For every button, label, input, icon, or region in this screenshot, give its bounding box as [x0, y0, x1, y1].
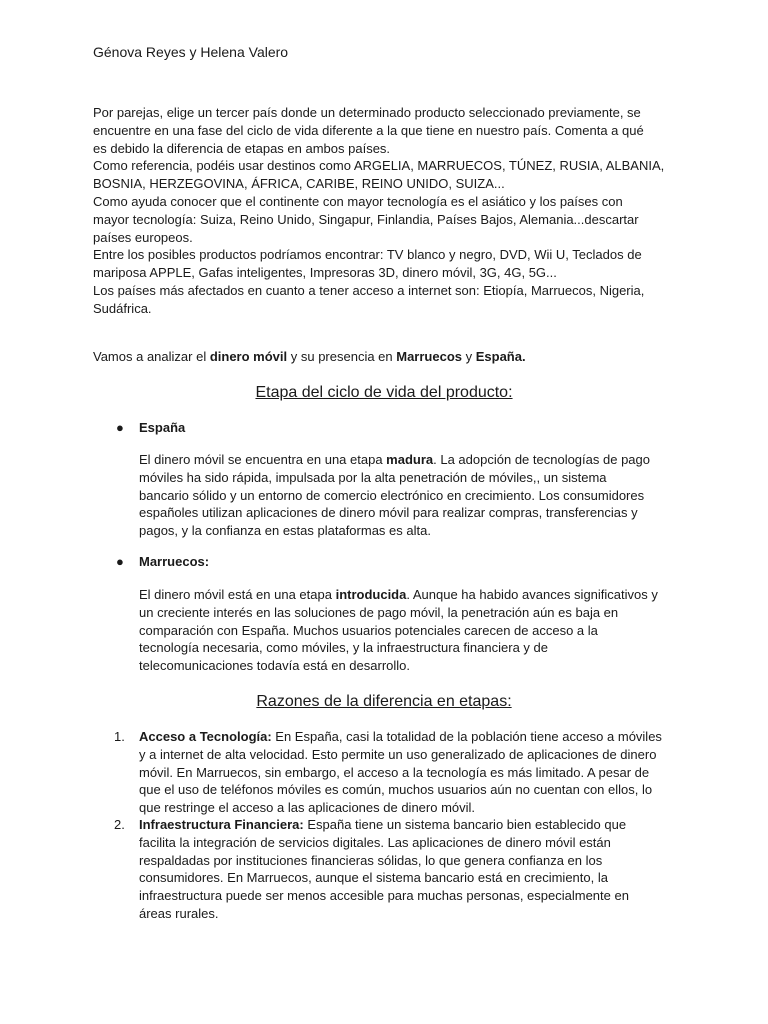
espana-paragraph [139, 451, 679, 540]
section-heading-reasons: Razones de la diferencia en etapas: [256, 693, 512, 710]
analysis-statement [93, 348, 526, 366]
paragraph-line: telecomunicaciones todavía está en desarrollo. [139, 658, 410, 674]
marruecos-paragraph [139, 586, 679, 675]
intro-line: Sudáfrica. [93, 300, 152, 316]
paragraph-line: que restringe el acceso a las aplicaciones de dinero móvil. [139, 800, 476, 816]
bullet-icon: ● [116, 420, 124, 435]
stage-introducida: introducida [335, 587, 407, 602]
text-span: En España, casi la totalidad de la población tiene acceso a móviles [271, 729, 662, 744]
paragraph-line: tecnología necesaria, como móviles, y la infraestructura financiera y de [139, 640, 548, 656]
analysis-country-2: España. [475, 349, 526, 364]
intro-line: es debido la diferencia de etapas en ambos países. [93, 140, 391, 156]
analysis-middle: y su presencia en [287, 349, 397, 364]
paragraph-line: que el uso de teléfonos móviles es común, muchos usuarios aún no cuentan con ellos, lo [139, 782, 653, 798]
paragraph-line: infraestructura puede ser menos accesible para muchas personas, especialmente en [139, 888, 629, 904]
paragraph-line [139, 451, 679, 469]
bullet-icon: ● [116, 554, 124, 569]
analysis-conj: y [462, 349, 476, 364]
text-span: España tiene un sistema bancario bien establecido que [303, 817, 627, 832]
paragraph-line: áreas rurales. [139, 905, 219, 921]
bullet-label-marruecos: Marruecos: [139, 554, 210, 569]
paragraph-line: y a internet de alta velocidad. Esto permite un uso generalizado de aplicaciones de dinero [139, 746, 657, 762]
reason-financial-infrastructure [139, 816, 679, 923]
section-heading-lifecycle: Etapa del ciclo de vida del producto: [255, 384, 513, 401]
reason-title: Acceso a Tecnología: [139, 729, 272, 744]
intro-line: Como ayuda conocer que el continente con mayor tecnología es el asiático y los países con [93, 193, 623, 209]
paragraph-line: pagos, y la confianza en estas plataformas es alta. [139, 523, 431, 539]
analysis-country-1: Marruecos [396, 349, 462, 364]
intro-line: mayor tecnología: Suiza, Reino Unido, Singapur, Finlandia, Países Bajos, Alemania...descartar [93, 211, 639, 227]
analysis-product: dinero móvil [209, 349, 288, 364]
paragraph-line [139, 728, 679, 746]
paragraph-line [139, 586, 679, 604]
paragraph-line: bancario sólido y un entorno de comercio electrónico en crecimiento. Los consumidores [139, 487, 645, 503]
text-span: El dinero móvil está en una etapa [139, 587, 336, 602]
bullet-label-espana: España [139, 420, 186, 435]
paragraph-line: españoles utilizan aplicaciones de dinero móvil para realizar compras, transferencias y [139, 505, 638, 521]
intro-line: Por parejas, elige un tercer país donde un determinado producto seleccionado previamente, se [93, 105, 641, 120]
reason-title: Infraestructura Financiera: [139, 817, 304, 832]
intro-line: Entre los posibles productos podríamos encontrar: TV blanco y negro, DVD, Wii U, Teclados de [93, 247, 642, 263]
text-span: El dinero móvil se encuentra en una etapa [139, 452, 387, 467]
paragraph-line: facilita la integración de servicios digitales. Las aplicaciones de dinero móvil están [139, 834, 611, 850]
intro-line: mariposa APPLE, Gafas inteligentes, Impresoras 3D, dinero móvil, 3G, 4G, 5G... [93, 265, 557, 281]
intro-line: Los países más afectados en cuanto a tener acceso a internet son: Etiopía, Marruecos, Nigeria, [93, 282, 645, 298]
text-span: . Aunque ha habido avances significativos y [406, 587, 658, 602]
intro-line: BOSNIA, HERZEGOVINA, ÁFRICA, CARIBE, REINO UNIDO, SUIZA... [93, 176, 505, 192]
instructions-block [93, 104, 693, 318]
list-number: 1. [114, 729, 125, 744]
reason-technology [139, 728, 679, 817]
intro-line: países europeos. [93, 229, 193, 245]
paragraph-line: un creciente interés en las soluciones de pago móvil, la penetración aún es baja en [139, 604, 619, 620]
paragraph-line: comparación con España. Muchos usuarios potenciales carecen de acceso a la [139, 622, 598, 638]
paragraph-line: consumidores. En Marruecos, aunque el sistema bancario está en crecimiento, la [139, 870, 608, 886]
text-span: . La adopción de tecnologías de pago [433, 452, 650, 467]
paragraph-line: móviles ha sido rápida, impulsada por la alta penetración de móviles,, un sistema [139, 469, 607, 485]
paragraph-line: respaldadas por instituciones financieras sólidas, lo que genera confianza en los [139, 852, 603, 868]
paragraph-line: móvil. En Marruecos, sin embargo, el acceso a la tecnología es más limitado. A pesar de [139, 764, 650, 780]
analysis-prefix: Vamos a analizar el [93, 349, 210, 364]
stage-madura: madura [386, 452, 434, 467]
intro-line: Como referencia, podéis usar destinos como ARGELIA, MARRUECOS, TÚNEZ, RUSIA, ALBANIA, [93, 158, 665, 174]
list-number: 2. [114, 817, 125, 832]
authors-header: Génova Reyes y Helena Valero [93, 44, 289, 60]
paragraph-line [139, 816, 679, 834]
intro-line: encuentre en una fase del ciclo de vida diferente a la que tiene en nuestro país. Comenta a qué [93, 122, 644, 138]
